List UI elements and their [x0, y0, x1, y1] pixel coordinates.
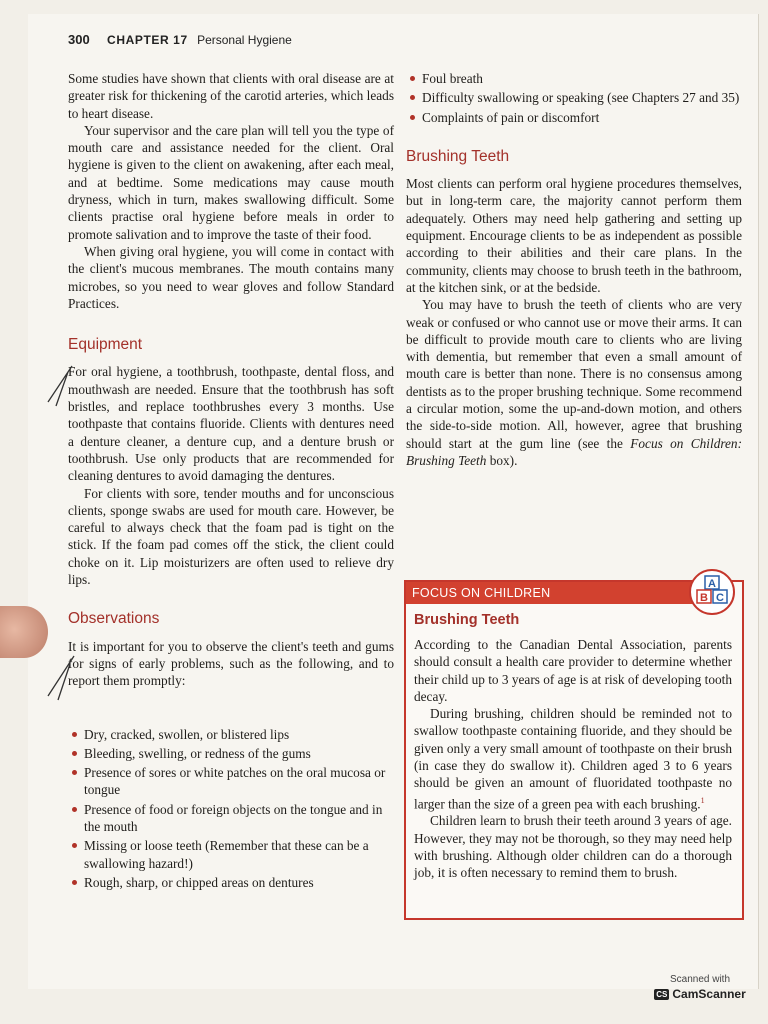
- focus-body: [414, 636, 732, 882]
- focus-paragraph-1: According to the Canadian Dental Association, parents should consult a health care provider to determine whether their child up to 3 years of age is at risk of developing tooth decay.: [414, 637, 732, 704]
- abc-letter-b: B: [700, 592, 708, 604]
- focus-heading: Brushing Teeth: [414, 612, 520, 628]
- brushing-heading: Brushing Teeth: [406, 147, 510, 165]
- list-item: Complaints of pain or discomfort: [422, 109, 742, 126]
- brushing-paragraph-2-end: box).: [486, 452, 518, 468]
- observations-intro: It is important for you to observe the client's teeth and gums for signs of early problems, such as the following, and to report them promptly:: [68, 638, 394, 689]
- left-column: [68, 70, 394, 893]
- list-item: Difficulty swallowing or speaking (see Chapters 27 and 35): [422, 89, 742, 106]
- equipment-heading: Equipment: [68, 336, 143, 354]
- scanner-line1: Scanned with: [669, 974, 731, 985]
- focus-bar: FOCUS ON CHILDREN: [406, 582, 712, 604]
- pen-mark-icon: [44, 652, 78, 702]
- right-column: [406, 70, 742, 469]
- brushing-paragraph-2: [406, 296, 742, 469]
- list-item: Foul breath: [422, 70, 742, 87]
- intro-paragraph-3: When giving oral hygiene, you will come in contact with the client's mucous membranes. The mouth contains many microbes, so you need to wear gloves and follow Standard Practices.: [68, 243, 394, 311]
- pen-mark-icon: [44, 362, 74, 408]
- list-item: Presence of food or foreign objects on the tongue and in the mouth: [84, 801, 394, 836]
- scanner-brand: CamScanner: [672, 987, 746, 1001]
- brushing-paragraph-2-text: You may have to brush the teeth of clients who are very weak or confused or who cannot use or move their arms. It can be difficult to provide mouth care to clients who are living with dementia, but remember that even a small amount of mouth care is better than none. There is no consensus among dentists as to the proper brushing technique. Some recommend a circular motion, some the up-and-down motion, and others the side-to-side motion. All, however, agree that brushing should start at the gum line (see the: [406, 297, 742, 451]
- running-header: [68, 32, 292, 47]
- intro-paragraph-1: Some studies have shown that clients with oral disease are at greater risk for thickening of the carotid arteries, which leads to heart disease.: [68, 71, 394, 121]
- camscanner-watermark: [646, 974, 754, 1014]
- chapter-title: Personal Hygiene: [197, 33, 292, 47]
- camscanner-logo-icon: CS: [656, 990, 668, 1000]
- focus-on-children-box: [404, 580, 744, 920]
- list-item: Missing or loose teeth (Remember that these can be a swallowing hazard!): [84, 837, 394, 872]
- chapter-label: CHAPTER 17: [107, 33, 188, 47]
- finger-in-frame: [0, 606, 48, 658]
- observations-heading: Observations: [68, 610, 160, 628]
- focus-box-reference: Focus on Children: Brushing Teeth: [406, 435, 742, 468]
- abc-letter-c: C: [716, 592, 724, 604]
- abc-letter-a: A: [708, 578, 716, 590]
- scanner-line2: [646, 987, 754, 1001]
- equipment-paragraph-1: For oral hygiene, a toothbrush, toothpaste, dental floss, and mouthwash are needed. Ensure that the toothbrush has soft bristles, and replace toothbrushes every 3 months. Use toothpaste that contains fluoride. Clients with dentures need a denture cleaner, a denture cup, and a denture brush or toothbrush. Use only products that are recommended for cleaning dentures to avoid damaging the dentures.: [68, 364, 394, 484]
- focus-paragraph-2: [414, 705, 732, 812]
- book-page: [28, 14, 759, 989]
- focus-paragraph-2-text: During brushing, children should be reminded not to swallow toothpaste containing fluoride, and they should be given only a very small amount of toothpaste on their brush (in case they do swallow it). Children aged 3 to 6 years should be given an amount of fluoridated toothpaste no larger than the size of a green pea with each brushing.: [414, 706, 732, 812]
- page-number: 300: [68, 32, 90, 47]
- intro-paragraph-2: Your supervisor and the care plan will tell you the type of mouth care and assistance needed for the client. Oral hygiene is given to the client on awakening, after each meal, and at bedtime. Some medications may cause mouth dryness, which in turn, makes swallowing difficult. Some clients practise oral hygiene before meals in order to promote salivation and to improve the taste of their food.: [68, 122, 394, 242]
- focus-paragraph-3: Children learn to brush their teeth around 3 years of age. However, they may not be thorough, so they may need help with brushing. Although older children can do a thorough job, it is often necessary to remind them to brush.: [414, 813, 732, 881]
- brushing-paragraph-1: Most clients can perform oral hygiene procedures themselves, but in long-term care, the majority cannot perform them adequately. Others may need help gathering and setting up equipment. Encourage clients to be as independent as possible according to their abilities and their care plans. In the community, clients may choose to brush teeth in the bathroom, at the kitchen sink, or at the bedside.: [406, 176, 742, 295]
- list-item: Rough, sharp, or chipped areas on dentures: [84, 874, 394, 891]
- list-item: Presence of sores or white patches on the oral mucosa or tongue: [84, 764, 394, 799]
- list-item: Bleeding, swelling, or redness of the gums: [84, 745, 394, 762]
- continued-observations-list: [406, 70, 742, 126]
- equipment-paragraph-2: For clients with sore, tender mouths and for unconscious clients, sponge swabs are used for mouth care. However, be careful to always check that the foam pad is tight on the stick. If the foam pad comes off the stick, the client could choke on it. Lip moisturizers are often used to relieve dry lips.: [68, 485, 394, 588]
- footnote-mark: 1: [700, 795, 705, 805]
- observations-list: [68, 726, 394, 892]
- list-item: Dry, cracked, swollen, or blistered lips: [84, 726, 394, 743]
- abc-blocks-icon: [688, 568, 736, 616]
